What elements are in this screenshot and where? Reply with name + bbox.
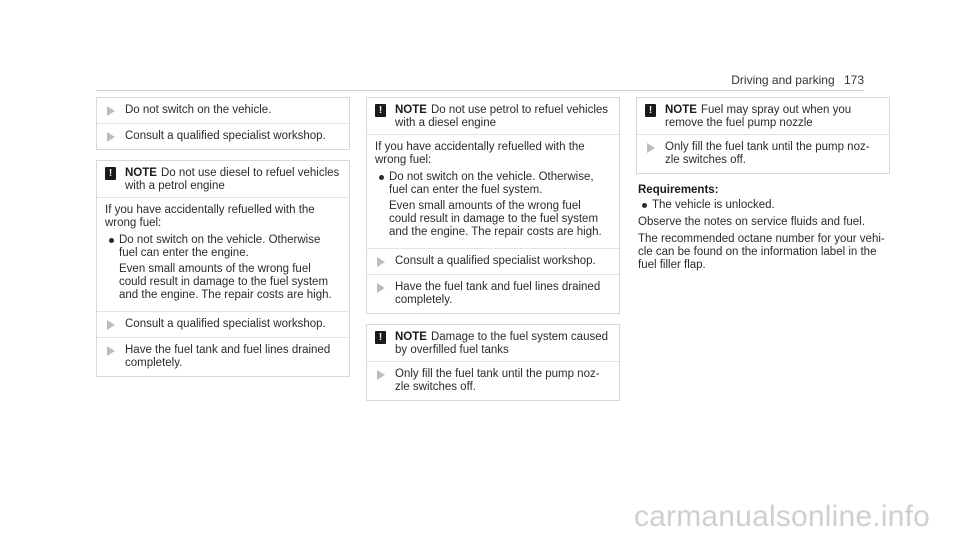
note-box-overfill [366, 324, 620, 401]
note-box-diesel [96, 160, 350, 377]
warning-icon: ! [375, 104, 386, 117]
step-text: Have the fuel tank and fuel lines drained completely. [125, 344, 331, 369]
note-detail: Even small amounts of the wrong fuel could result in damage to the fuel system and the engine. The repair costs are high. [389, 200, 602, 238]
header-right [731, 74, 864, 87]
step-text: Consult a qualified specialist workshop. [125, 130, 326, 142]
note-box-petrol [366, 97, 620, 314]
note-detail: Even small amounts of the wrong fuel could result in damage to the fuel system and the engine. The repair costs are high. [119, 263, 332, 301]
note-title: Fuel may spray out when you remove the fuel pump nozzle [665, 104, 852, 129]
step-text: Have the fuel tank and fuel lines drained completely. [395, 281, 601, 306]
note-header [637, 98, 889, 134]
column-1 [96, 97, 350, 377]
note-body [97, 197, 349, 311]
note-intro: If you have accidentally refuelled with the wrong fuel: [375, 141, 585, 166]
step-arrow-icon [377, 370, 385, 380]
step-item [97, 98, 349, 123]
step-item [637, 134, 889, 173]
step-item [97, 337, 349, 376]
note-label: NOTE [125, 167, 157, 179]
note-header [367, 325, 619, 361]
note-bullet: Do not switch on the vehicle. Otherwise, fuel can enter the fuel system. [375, 171, 611, 197]
step-text: Consult a qualified specialist workshop. [395, 255, 596, 267]
note-header [367, 98, 619, 134]
section-title: Driving and parking [731, 73, 835, 87]
page-header [96, 72, 864, 91]
step-item [97, 311, 349, 337]
step-item [97, 123, 349, 149]
step-text: Do not switch on the vehicle. [125, 104, 272, 116]
step-arrow-icon [377, 257, 385, 267]
note-bullet: Do not switch on the vehicle. Otherwise fuel can enter the engine. [105, 234, 341, 260]
step-arrow-icon [107, 346, 115, 356]
warning-icon: ! [645, 104, 656, 117]
requirements-title: Requirements: [638, 184, 719, 196]
note-title: Do not use diesel to refuel vehicles with a petrol engine [125, 167, 340, 192]
step-arrow-icon [107, 106, 115, 116]
requirements-section [636, 184, 890, 272]
step-item [367, 274, 619, 313]
column-3 [636, 97, 890, 276]
paragraph-octane: The recommended octane number for your vehi-cle can be found on the information label in the fuel filler flap. [638, 233, 885, 271]
watermark: carmanualsonline.info [633, 500, 930, 533]
page-number: 173 [843, 73, 864, 87]
warning-icon: ! [375, 331, 386, 344]
column-2 [366, 97, 620, 401]
note-label: NOTE [395, 331, 427, 343]
step-text: Only fill the fuel tank until the pump noz-zle switches off. [665, 141, 870, 166]
note-label: NOTE [395, 104, 427, 116]
step-arrow-icon [377, 283, 385, 293]
step-item [367, 248, 619, 274]
paragraph-observe: Observe the notes on service fluids and fuel. [638, 216, 865, 228]
step-arrow-icon [647, 143, 655, 153]
warning-icon: ! [105, 167, 116, 180]
note-body [367, 134, 619, 248]
step-text: Consult a qualified specialist workshop. [125, 318, 326, 330]
step-text: Only fill the fuel tank until the pump noz-zle switches off. [395, 368, 600, 393]
note-title: Damage to the fuel system caused by overfilled fuel tanks [395, 331, 609, 356]
step-arrow-icon [107, 320, 115, 330]
step-item [367, 361, 619, 400]
steps-box [96, 97, 350, 150]
requirement-item: The vehicle is unlocked. [638, 199, 890, 212]
note-label: NOTE [665, 104, 697, 116]
note-box-spray [636, 97, 890, 174]
note-intro: If you have accidentally refuelled with the wrong fuel: [105, 204, 315, 229]
note-header [97, 161, 349, 197]
note-title: Do not use petrol to refuel vehicles with a diesel engine [395, 104, 609, 129]
step-arrow-icon [107, 132, 115, 142]
